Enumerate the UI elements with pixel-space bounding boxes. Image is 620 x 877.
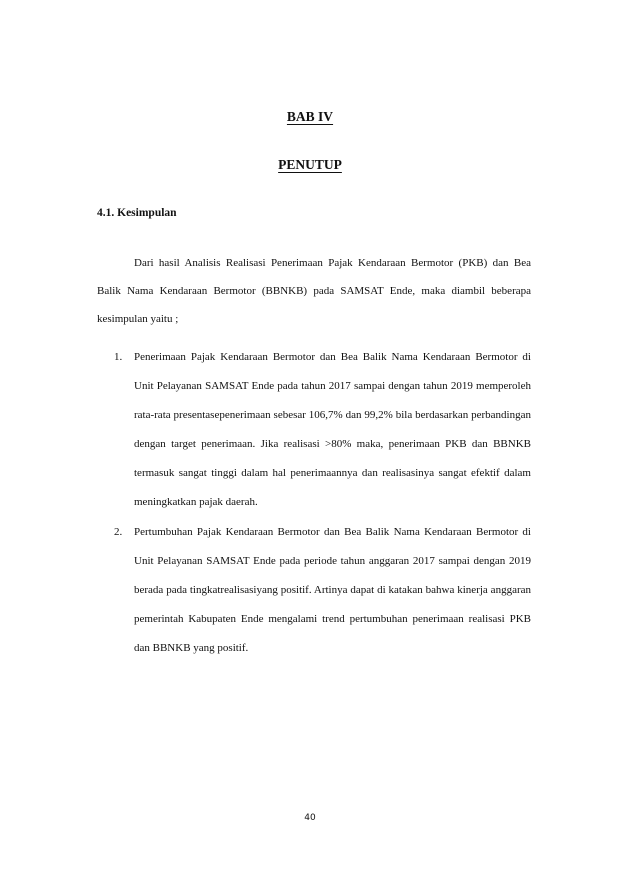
conclusion-text: Penerimaan Pajak Kendaraan Bermotor dan Bea Balik Nama Kendaraan Bermotor di Unit Pelayanan SAMSAT Ende pada tahun 2017 sampai dengan tahun 2019 memperoleh rata-rata presentasepenerimaan sebesar 106,7% dan 99,2% bila berdasarkan perbandingan dengan target penerimaan. Jika realisasi >80% maka, penerimaan PKB dan BBNKB termasuk sangat tinggi dalam hal penerimaannya dan realisasinya sangat efektif dalam meningkatkan pajak daerah. [134,351,531,508]
conclusion-item [97,518,531,663]
section-heading: 4.1. Kesimpulan [97,207,177,219]
intro-paragraph: Dari hasil Analisis Realisasi Penerimaan Pajak Kendaraan Bermotor (PKB) dan Bea Balik Nama Kendaraan Bermotor (BBNKB) pada SAMSAT Ende, maka diambil beberapa kesimpulan yaitu ; [97,257,531,325]
chapter-title: PENUTUP [278,157,342,172]
chapter-heading: BAB IV [286,109,334,124]
conclusion-number: 2. [114,526,123,538]
conclusion-text: Pertumbuhan Pajak Kendaraan Bermotor dan Bea Balik Nama Kendaraan Bermotor di Unit Pelayanan SAMSAT Ende pada periode tahun anggaran 2017 sampai dengan 2019 berada pada tingkatrealisasiyang positif. Artinya dapat di katakan bahwa kinerja anggaran pemerintah Kabupaten Ende mengalami trend pertumbuhan penerimaan realisasi PKB dan BBNKB yang positif. [134,526,531,654]
conclusion-number: 1. [114,351,123,363]
conclusion-item [97,343,531,517]
conclusion-list [97,343,531,663]
page-number: 40 [304,813,316,823]
